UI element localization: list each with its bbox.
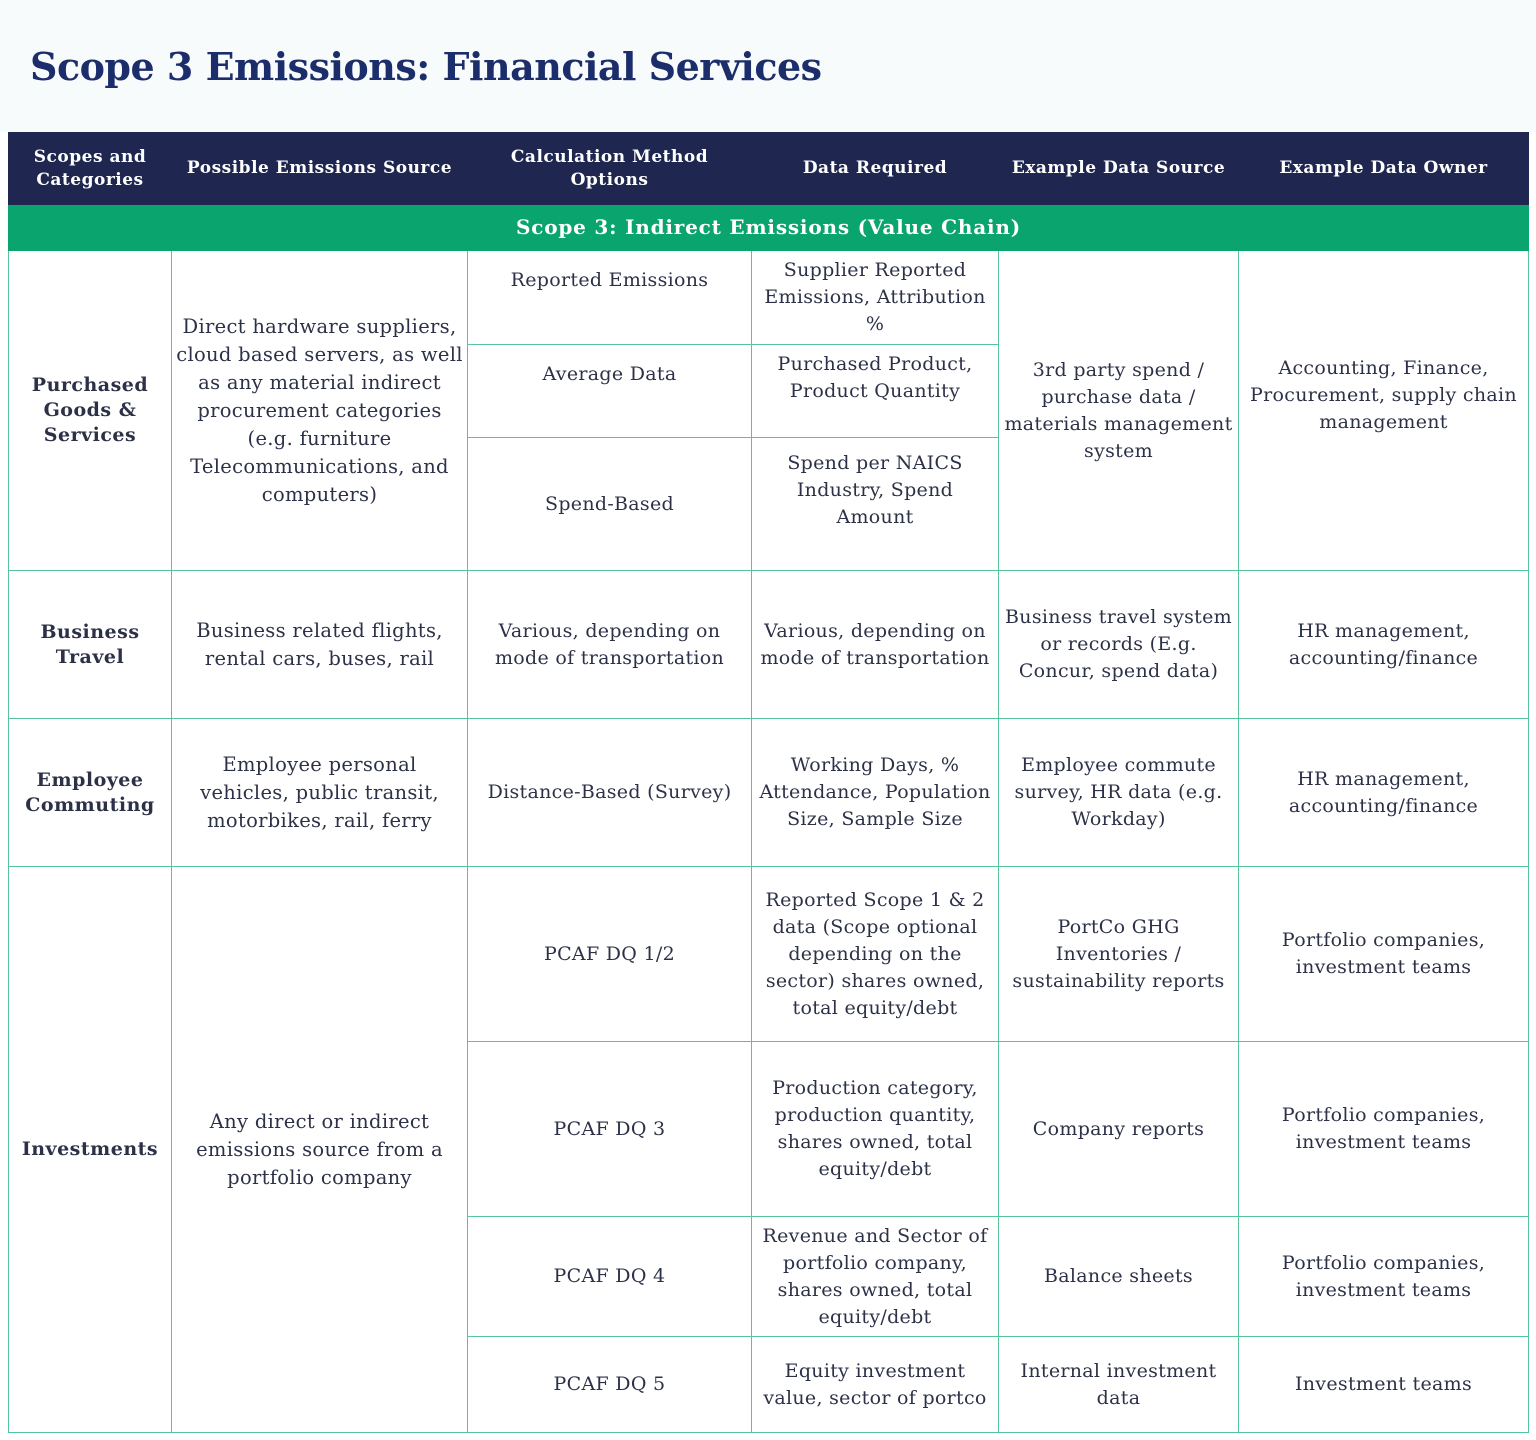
emissions-source-cell: Business related flights, rental cars, buses, rail — [172, 571, 468, 719]
method-cell: Average Data — [468, 345, 752, 438]
method-cell: Spend-Based — [468, 438, 752, 571]
data-owner-cell: Portfolio companies, investment teams — [1239, 867, 1529, 1042]
table-row — [9, 251, 1529, 345]
category-employee-commuting: Employee Commuting — [9, 719, 172, 867]
data-source-cell: Balance sheets — [999, 1217, 1239, 1337]
category-investments: Investments — [9, 867, 172, 1433]
data-required-cell: Equity investment value, sector of portco — [752, 1337, 999, 1433]
emissions-source-cell: Direct hardware suppliers, cloud based servers, as well as any material indirect procurement categories (e.g. furniture Telecommunications, and computers) — [172, 251, 468, 571]
data-source-cell: PortCo GHG Inventories / sustainability reports — [999, 867, 1239, 1042]
header-data-source: Example Data Source — [999, 133, 1239, 205]
method-cell: PCAF DQ 1/2 — [468, 867, 752, 1042]
data-source-cell: Company reports — [999, 1042, 1239, 1217]
data-required-cell: Revenue and Sector of portfolio company, shares owned, total equity/debt — [752, 1217, 999, 1337]
header-calculation-method: Calculation Method Options — [468, 133, 752, 205]
data-owner-cell: HR management, accounting/finance — [1239, 719, 1529, 867]
scope-band: Scope 3: Indirect Emissions (Value Chain) — [9, 205, 1529, 251]
page-title: Scope 3 Emissions: Financial Services — [30, 44, 822, 89]
emissions-source-cell: Any direct or indirect emissions source from a portfolio company — [172, 867, 468, 1433]
data-required-cell: Spend per NAICS Industry, Spend Amount — [752, 438, 999, 571]
method-cell: Reported Emissions — [468, 251, 752, 345]
emissions-source-cell: Employee personal vehicles, public transit, motorbikes, rail, ferry — [172, 719, 468, 867]
data-source-cell: Internal investment data — [999, 1337, 1239, 1433]
data-required-cell: Working Days, % Attendance, Population Size, Sample Size — [752, 719, 999, 867]
table-row — [9, 571, 1529, 719]
category-purchased-goods: Purchased Goods & Services — [9, 251, 172, 571]
data-owner-cell: Investment teams — [1239, 1337, 1529, 1433]
header-emissions-source: Possible Emissions Source — [172, 133, 468, 205]
data-required-cell: Various, depending on mode of transportation — [752, 571, 999, 719]
data-source-cell: Business travel system or records (E.g. Concur, spend data) — [999, 571, 1239, 719]
header-scopes: Scopes and Categories — [9, 133, 172, 205]
method-cell: Various, depending on mode of transportation — [468, 571, 752, 719]
scope-band-row — [9, 205, 1529, 251]
method-cell: PCAF DQ 5 — [468, 1337, 752, 1433]
method-cell: Distance-Based (Survey) — [468, 719, 752, 867]
data-required-cell: Supplier Reported Emissions, Attribution % — [752, 251, 999, 345]
table-row — [9, 719, 1529, 867]
data-owner-cell: Accounting, Finance, Procurement, supply chain management — [1239, 251, 1529, 571]
header-data-required: Data Required — [752, 133, 999, 205]
header-row — [9, 133, 1529, 205]
data-source-cell: Employee commute survey, HR data (e.g. Workday) — [999, 719, 1239, 867]
method-cell: PCAF DQ 3 — [468, 1042, 752, 1217]
data-required-cell: Purchased Product, Product Quantity — [752, 345, 999, 438]
data-owner-cell: Portfolio companies, investment teams — [1239, 1217, 1529, 1337]
table-row — [9, 867, 1529, 1042]
emissions-table — [8, 132, 1529, 1433]
header-data-owner: Example Data Owner — [1239, 133, 1529, 205]
data-owner-cell: HR management, accounting/finance — [1239, 571, 1529, 719]
category-business-travel: Business Travel — [9, 571, 172, 719]
data-required-cell: Production category, production quantity, shares owned, total equity/debt — [752, 1042, 999, 1217]
data-source-cell: 3rd party spend / purchase data / materials management system — [999, 251, 1239, 571]
method-cell: PCAF DQ 4 — [468, 1217, 752, 1337]
data-owner-cell: Portfolio companies, investment teams — [1239, 1042, 1529, 1217]
data-required-cell: Reported Scope 1 & 2 data (Scope optional depending on the sector) shares owned, total equity/debt — [752, 867, 999, 1042]
